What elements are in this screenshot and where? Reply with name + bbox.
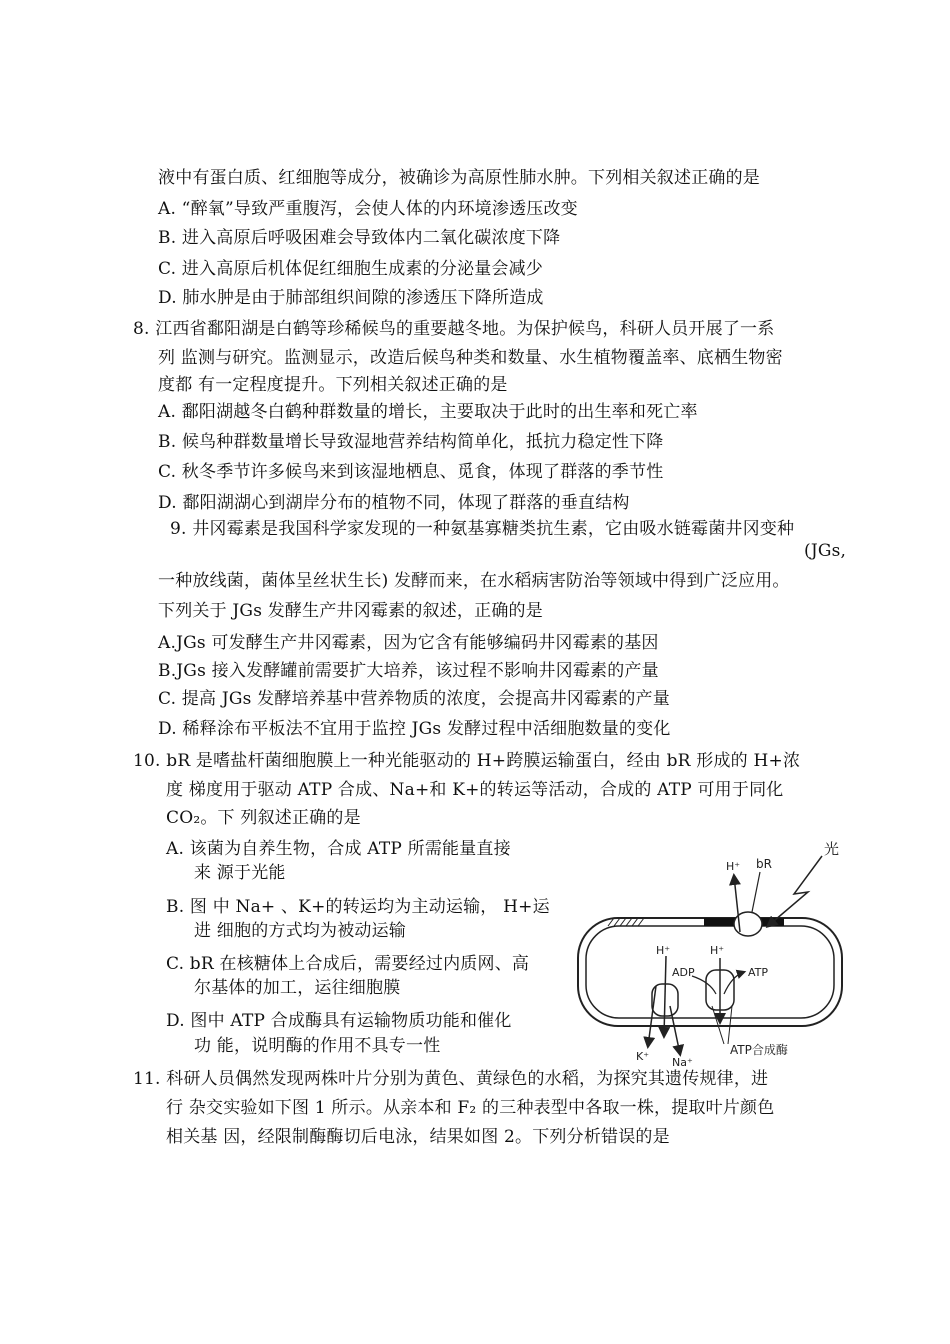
option-d: D. 肺水肿是由于肺部组织间隙的渗透压下降所造成 (158, 288, 544, 308)
option-d: D. 图中 ATP 合成酶具有运输物质功能和催化 (166, 1011, 512, 1031)
option-b: B. 进入高原后呼吸困难会导致体内二氧化碳浓度下降 (158, 228, 561, 248)
text-line: 列 监测与研究。监测显示，改造后候鸟种类和数量、水生植物覆盖率、底栖生物密 (158, 348, 783, 368)
question-11-stem: 11. 科研人员偶然发现两株叶片分别为黄色、黄绿色的水稻，为探究其遗传规律，进 (133, 1069, 769, 1089)
atp-synthase-label: ATP合成酶 (730, 1043, 788, 1057)
adp-label: ADP (672, 966, 695, 979)
text-line: 度都 有一定程度提升。下列相关叙述正确的是 (158, 375, 508, 395)
h-influx-left-arrow (664, 956, 666, 1036)
option-a: A. 鄱阳湖越冬白鹤种群数量的增长，主要取决于此时的出生率和死亡率 (158, 402, 698, 422)
h-top-label: H⁺ (726, 860, 741, 873)
h-mid-label: H⁺ (710, 944, 725, 957)
question-10-stem: 10. bR 是嗜盐杆菌细胞膜上一种光能驱动的 H+跨膜运输蛋白，经由 bR 形成的 H+浓 (133, 751, 801, 771)
option-d: D. 鄱阳湖湖心到湖岸分布的植物不同，体现了群落的垂直结构 (158, 493, 630, 513)
question-9-stem: 9. 井冈霉素是我国科学家发现的一种氨基寡糖类抗生素，它由吸水链霉菌井冈变种 (170, 519, 795, 539)
text-line: 液中有蛋白质、红细胞等成分，被确诊为高原性肺水肿。下列相关叙述正确的是 (158, 168, 760, 188)
text-line: 行 杂交实验如下图 1 所示。从亲本和 F₂ 的三种表型中各取一株，提取叶片颜色 (166, 1098, 775, 1118)
text-line: (JGs, (804, 541, 847, 561)
h-left-label: H⁺ (656, 944, 671, 957)
text-line: 来 源于光能 (194, 863, 286, 883)
br-pointer (752, 872, 760, 912)
text-line: 下列关于 JGs 发酵生产井冈霉素的叙述，正确的是 (158, 601, 543, 621)
text-line: 功 能，说明酶的作用不具专一性 (194, 1036, 441, 1056)
option-c: C. bR 在核糖体上合成后，需要经过内质网、高 (166, 954, 530, 974)
br-label: bR (756, 857, 772, 871)
option-a: A.JGs 可发酵生产井冈霉素，因为它含有能够编码井冈霉素的基因 (158, 633, 659, 653)
option-b: B. 图 中 Na+ 、K+的转运均为主动运输， H+运 (166, 897, 550, 917)
option-a: A. 该菌为自养生物，合成 ATP 所需能量直接 (166, 839, 511, 859)
option-d: D. 稀释涂布平板法不宜用于监控 JGs 发酵过程中活细胞数量的变化 (158, 719, 671, 739)
text-line: 进 细胞的方式均为被动运输 (194, 921, 407, 941)
text-line: 度 梯度用于驱动 ATP 合成、Na+和 K+的转运等活动，合成的 ATP 可用于同化 (166, 780, 784, 800)
option-c: C. 进入高原后机体促红细胞生成素的分泌量会减少 (158, 259, 544, 279)
hatched-membrane-segment (608, 918, 644, 926)
text-line: 一种放线菌，菌体呈丝状生长) 发酵而来，在水稻病害防治等领域中得到广泛应用。 (158, 571, 790, 591)
text-line: 尔基体的加工，运往细胞膜 (194, 978, 401, 998)
option-c: C. 秋冬季节许多候鸟来到该湿地栖息、觅食，体现了群落的季节性 (158, 462, 664, 482)
option-b: B.JGs 接入发酵罐前需要扩大培养，该过程不影响井冈霉素的产量 (158, 661, 659, 681)
na-label: Na⁺ (672, 1056, 693, 1069)
option-c: C. 提高 JGs 发酵培养基中营养物质的浓度，会提高井冈霉素的产量 (158, 689, 670, 709)
option-a: A. “醉氧”导致严重腹泻，会使人体的内环境渗透压改变 (158, 199, 578, 219)
option-b: B. 候鸟种群数量增长导致湿地营养结构简单化，抵抗力稳定性下降 (158, 432, 664, 452)
membrane-transport-diagram (572, 836, 848, 1072)
light-arrow (768, 856, 822, 926)
text-line: CO₂。下 列叙述正确的是 (166, 808, 361, 828)
k-label: K⁺ (636, 1050, 650, 1063)
question-8-stem: 8. 江西省鄱阳湖是白鹤等珍稀候鸟的重要越冬地。为保护候鸟，科研人员开展了一系 (133, 319, 775, 339)
text-line: 相关基 因，经限制酶酶切后电泳，结果如图 2。下列分析错误的是 (166, 1127, 670, 1147)
light-label: 光 (824, 840, 840, 858)
atp-label: ATP (748, 966, 769, 979)
